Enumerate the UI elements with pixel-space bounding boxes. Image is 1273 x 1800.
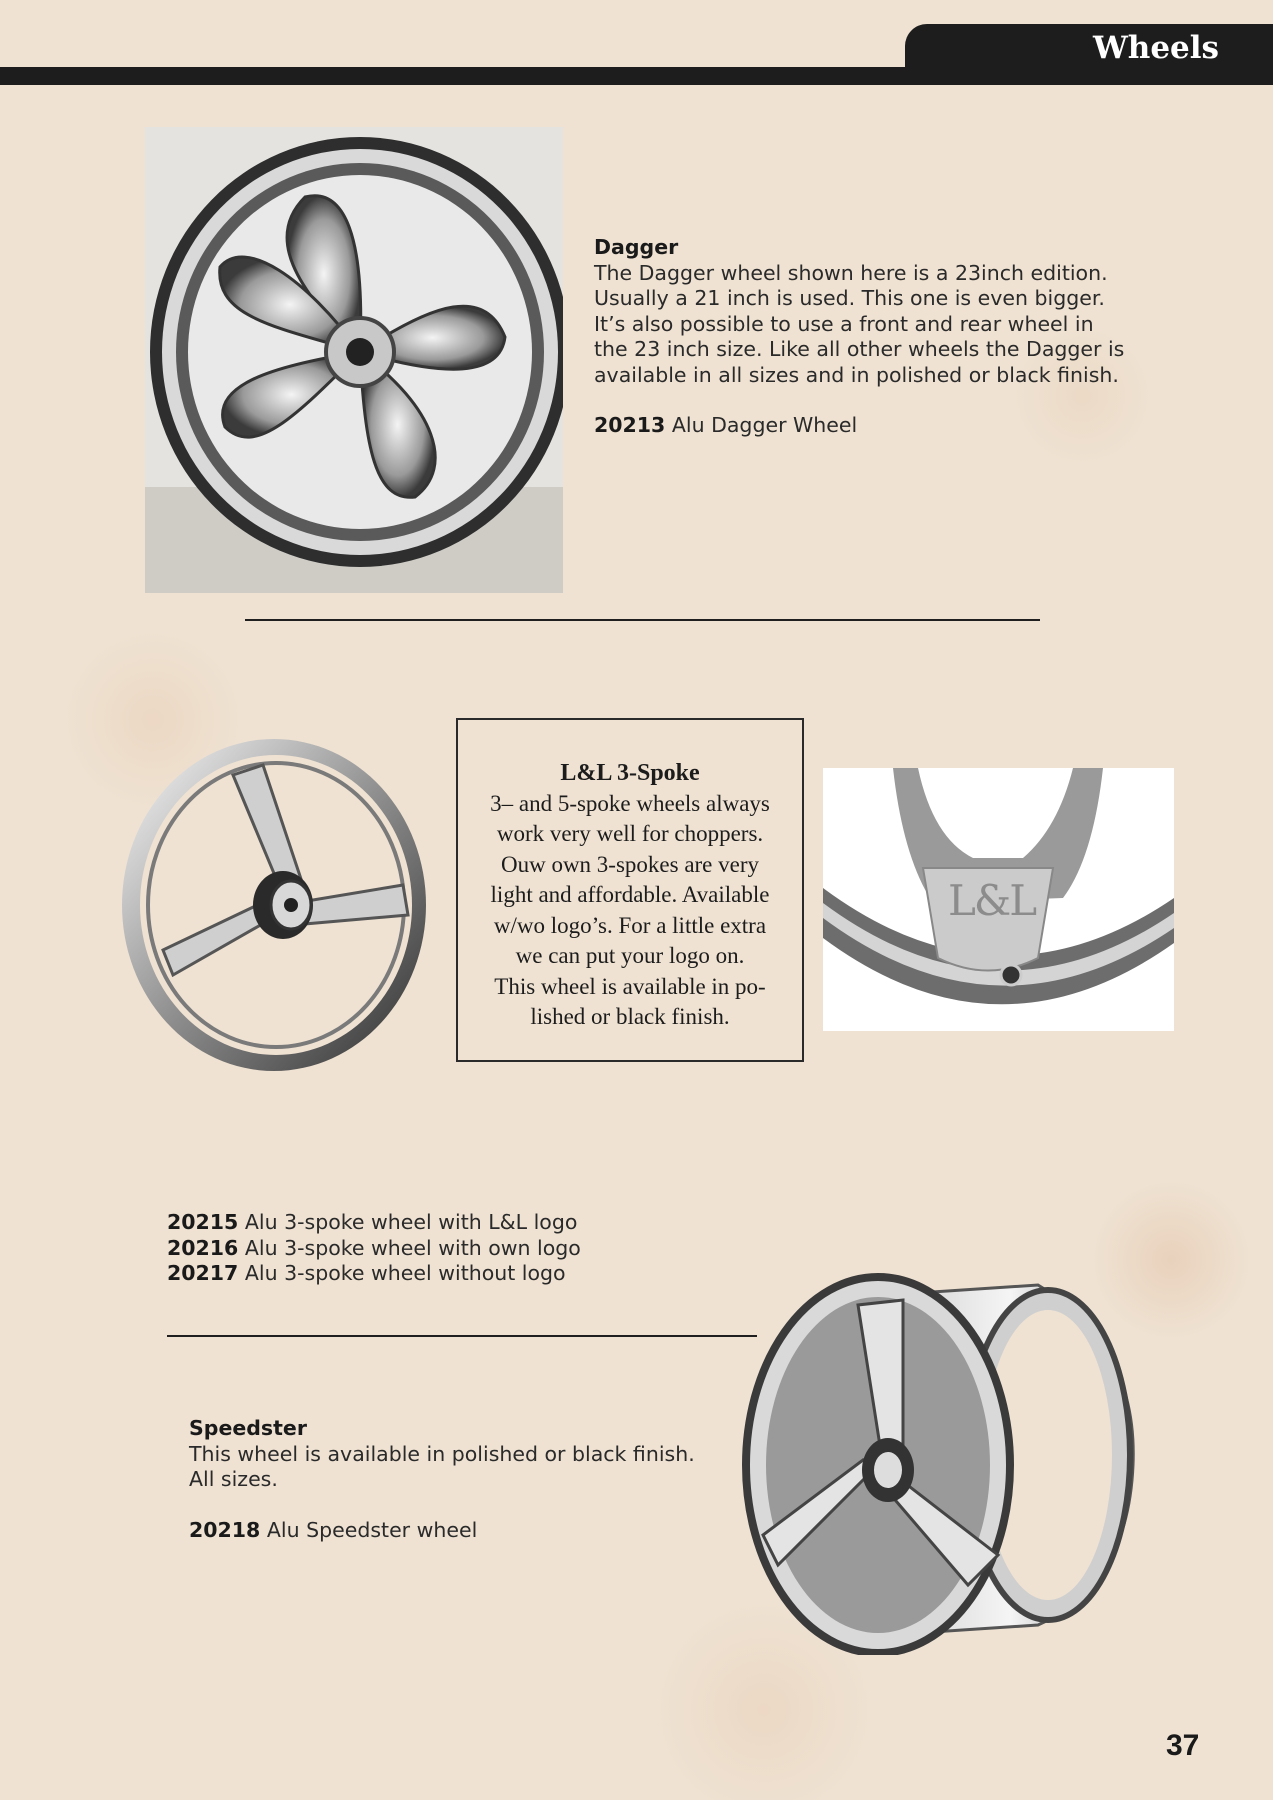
product-line	[167, 1236, 727, 1262]
dagger-title: Dagger	[594, 235, 679, 259]
product-line	[167, 1210, 727, 1236]
three-spoke-wheel-photo	[113, 735, 435, 1075]
product-code: 20216	[167, 1235, 239, 1260]
logo-mark: L&L	[948, 876, 1036, 925]
product-code: 20218	[189, 1517, 261, 1542]
dagger-product	[594, 413, 1154, 439]
dagger-description	[594, 235, 1154, 439]
three-spoke-line: lished or black finish.	[530, 1004, 730, 1029]
three-spoke-info-box	[456, 718, 804, 1062]
dagger-line: The Dagger wheel shown here is a 23inch edition.	[594, 260, 1108, 285]
speedster-description	[189, 1416, 749, 1543]
three-spoke-line: 3– and 5-spoke wheels always	[490, 790, 770, 816]
three-spoke-line: we can put your logo on.	[515, 943, 745, 968]
three-spoke-products	[167, 1210, 727, 1287]
three-spoke-line: w/wo logo’s. For a little extra	[493, 912, 767, 938]
logo-closeup-photo	[823, 768, 1174, 1031]
product-name: Alu Dagger Wheel	[671, 413, 858, 437]
dagger-line: Usually a 21 inch is used. This one is even bigger.	[594, 286, 1105, 310]
section-title: Wheels	[1092, 30, 1219, 66]
dagger-line: the 23 inch size. Like all other wheels the Dagger is	[594, 337, 1125, 361]
product-line	[167, 1261, 727, 1287]
three-spoke-line: This wheel is available in po-	[494, 973, 766, 999]
three-spoke-line: light and affordable. Available	[490, 882, 770, 907]
three-spoke-line: Ouw own 3-spokes are very	[500, 851, 760, 877]
speedster-title: Speedster	[189, 1416, 307, 1440]
three-spoke-line: work very well for choppers.	[496, 821, 764, 846]
speedster-line: All sizes.	[189, 1467, 278, 1491]
product-name: Alu 3-spoke wheel with own logo	[244, 1235, 581, 1260]
dagger-line: available in all sizes and in polished or black finish.	[594, 362, 1119, 387]
speedster-wheel-photo	[738, 1265, 1141, 1655]
product-code: 20217	[167, 1261, 239, 1285]
section-divider	[167, 1335, 757, 1337]
page-number: 37	[1166, 1729, 1200, 1762]
dagger-wheel-photo	[145, 127, 563, 593]
product-code: 20213	[594, 413, 666, 437]
speedster-product	[189, 1518, 749, 1544]
section-divider	[245, 619, 1040, 621]
three-spoke-title: L&L 3-Spoke	[560, 760, 700, 786]
speedster-line: This wheel is available in polished or black finish.	[189, 1441, 695, 1466]
product-name: Alu 3-spoke wheel without logo	[244, 1261, 566, 1285]
product-name: Alu 3-spoke wheel with L&L logo	[244, 1210, 578, 1234]
product-name: Alu Speedster wheel	[266, 1517, 478, 1542]
product-code: 20215	[167, 1210, 239, 1234]
dagger-line: It’s also possible to use a front and rear wheel in	[594, 311, 1094, 336]
